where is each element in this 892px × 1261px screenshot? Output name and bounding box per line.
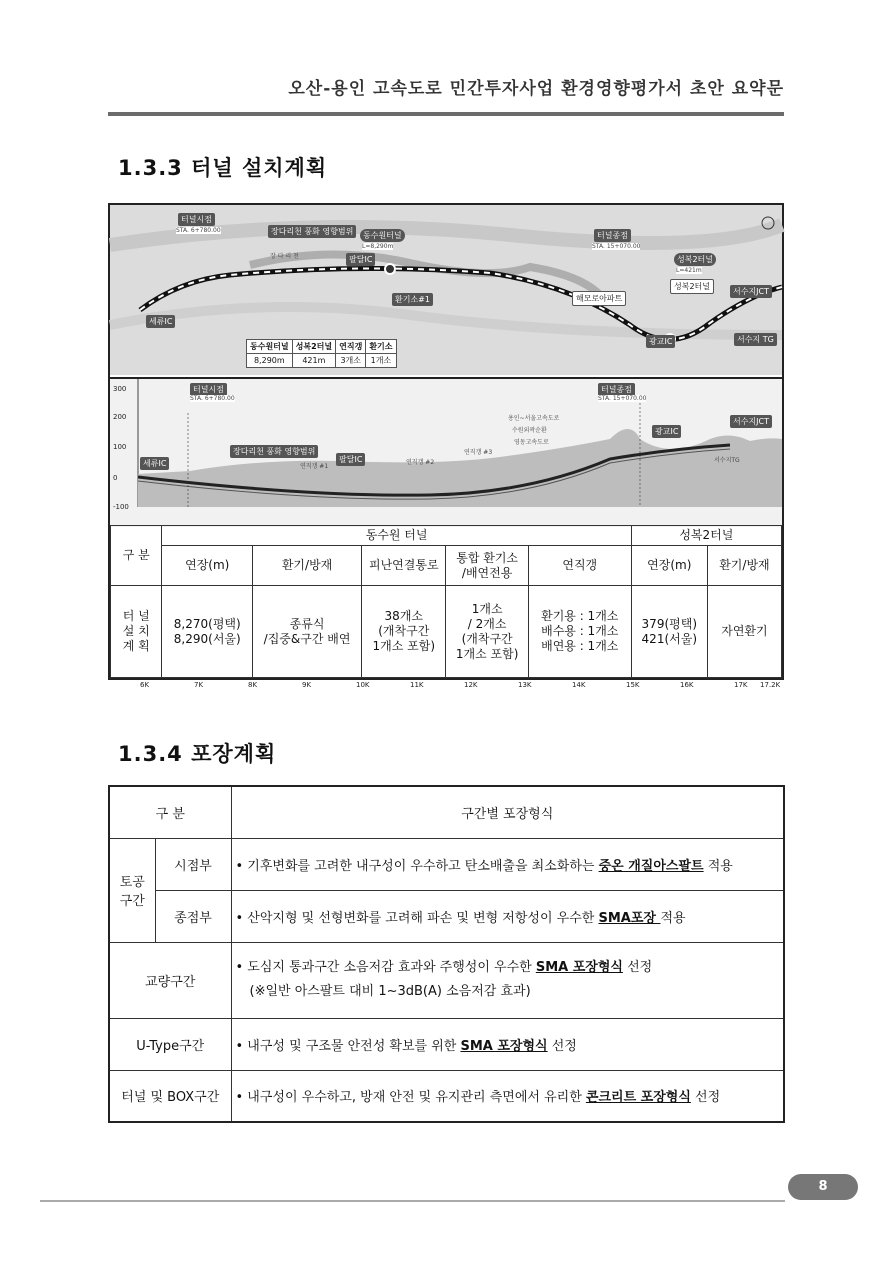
legend-value: 421m [292, 354, 335, 368]
table2-header-category: 구 분 [109, 786, 231, 838]
table1-cell: 종류식 /집중&구간 배연 [253, 586, 362, 678]
table1-col-header: 연직갱 [528, 546, 631, 586]
profile-shaft1-label: 연직갱 #1 [300, 463, 329, 470]
table2-row-label: 교량구간 [109, 942, 231, 1018]
row-note: (※일반 아스팔트 대비 1~3dB(A) 소음저감 효과) [249, 984, 531, 999]
profile-start-sta: STA. 6+780.00 [190, 395, 235, 402]
row-emphasis: 콘크리트 포장형식 [585, 1090, 691, 1106]
legend-header: 환기소 [366, 340, 396, 354]
table1-col-header: 피난연결통로 [362, 546, 446, 586]
table2-row-label: U-Type구간 [109, 1018, 231, 1070]
table2-row-content [231, 942, 784, 1018]
map-tunnel1-length: L=8,290m [362, 243, 394, 250]
map-tunnel1-label: 동수원터널 [360, 229, 405, 242]
map-tg-label: 서수지 TG [734, 333, 777, 346]
profile-ic1-label: 세류IC [140, 457, 169, 470]
legend-header: 성복2터널 [292, 340, 335, 354]
profile-x-tick: 10K [356, 681, 370, 689]
profile-ic3-label: 광교IC [652, 425, 681, 438]
profile-road2-label: 수원외곽순환 [512, 427, 547, 434]
row-emphasis: 중온 개질아스팔트 [598, 858, 704, 874]
row-text: • 기후변화를 고려한 내구성이 우수하고 탄소배출을 최소화하는 [235, 858, 599, 874]
tunnel-plan-table [110, 525, 782, 678]
profile-start-label: 터널시점 [190, 383, 227, 396]
row-text: • 산악지형 및 선형변화를 고려해 파손 및 변형 저항성이 우수한 [235, 910, 599, 926]
map-start-label: 터널시점 [178, 213, 215, 226]
table1-cell: 자연환기 [707, 586, 781, 678]
row-text: • 도심지 통과구간 소음저감 효과와 주행성이 우수한 [235, 960, 536, 975]
page-number: 8 [788, 1174, 858, 1200]
table1-col-header: 통합 환기소 /배연전용 [446, 546, 528, 586]
map-ic2-label: 팔달IC [346, 253, 375, 266]
table2-row-label: 시점부 [155, 838, 231, 890]
profile-y-tick: 300 [113, 385, 127, 393]
table1-group-seongbok: 성복2터널 [631, 526, 781, 546]
map-legend-table [246, 339, 397, 368]
pavement-plan-table [108, 785, 785, 1123]
row-text: • 내구성이 우수하고, 방재 안전 및 유지관리 측면에서 유리한 [235, 1090, 586, 1106]
map-ic1-label: 세류IC [146, 315, 175, 328]
profile-y-tick: -100 [113, 503, 129, 511]
table2-earthwork-group: 토공 구간 [109, 838, 155, 942]
map-end-sta: STA. 15+070.00 [592, 243, 641, 250]
profile-x-tick: 12K [464, 681, 478, 689]
table2-row-content [231, 1018, 784, 1070]
footer-rule [40, 1200, 785, 1202]
map-tunnel2-caption: 성복2터널 [670, 279, 714, 294]
map-stream-label: 장다리천 풍화 영향범위 [268, 225, 356, 238]
profile-x-tick: 17.2K [760, 681, 781, 689]
profile-y-tick: 0 [113, 474, 118, 482]
map-stream-chars: 장 다 리 천 [270, 253, 299, 260]
profile-x-tick: 16K [680, 681, 694, 689]
map-tunnel2-label: 성복2터널 [674, 253, 716, 266]
row-text-end: 선정 [547, 1038, 577, 1054]
map-jct-label: 서수지JCT [730, 285, 772, 298]
profile-x-tick: 7K [194, 681, 204, 689]
table2-row-label: 종점부 [155, 890, 231, 942]
table1-col-header: 환기/방재 [707, 546, 781, 586]
table1-cell: 38개소 (개착구간 1개소 포함) [362, 586, 446, 678]
map-tunnel2-length: L=421m [676, 267, 702, 274]
row-emphasis: SMA 포장형식 [535, 960, 623, 975]
profile-x-tick: 17K [734, 681, 748, 689]
row-emphasis: SMA 포장형식 [460, 1038, 548, 1054]
table1-col-header: 연장(m) [162, 546, 253, 586]
row-text: • 내구성 및 구조물 안전성 확보를 위한 [235, 1038, 461, 1054]
table2-row-label: 터널 및 BOX구간 [109, 1070, 231, 1122]
table2-header-type: 구간별 포장형식 [231, 786, 784, 838]
map-start-sta: STA. 6+780.00 [176, 227, 221, 234]
profile-shaft2-label: 연직갱 #2 [406, 459, 435, 466]
map-apartment-label: 해모로아파트 [572, 291, 626, 306]
section-title-tunnel: 1.3.3 터널 설치계획 [118, 156, 328, 180]
row-text-end: 선정 [690, 1090, 721, 1106]
legend-header: 동수원터널 [247, 340, 293, 354]
profile-stream-label: 장다리천 풍화 영향범위 [230, 445, 318, 458]
profile-road3-label: 영동고속도로 [514, 439, 549, 446]
row-text-end: 적용 [703, 858, 733, 874]
table1-cell: 1개소 / 2개소 (개착구간 1개소 포함) [446, 586, 528, 678]
table1-col-header: 환기/방재 [253, 546, 362, 586]
profile-x-tick: 14K [572, 681, 586, 689]
table1-col-header: 연장(m) [631, 546, 707, 586]
table2-row-content [231, 890, 784, 942]
profile-tg-label: 서수지TG [714, 457, 740, 464]
profile-x-tick: 11K [410, 681, 424, 689]
row-text-end: 적용 [660, 910, 686, 926]
legend-value: 8,290m [247, 354, 293, 368]
section-title-pavement: 1.3.4 포장계획 [118, 742, 277, 766]
profile-x-tick: 6K [140, 681, 150, 689]
profile-shaft3-label: 연직갱 #3 [464, 449, 493, 456]
table1-row-header: 구 분 [111, 526, 162, 586]
tunnel-figure [108, 203, 784, 689]
profile-end-sta: STA. 15+070.00 [598, 395, 647, 402]
table1-cell: 환기용 : 1개소 배수용 : 1개소 배연용 : 1개소 [528, 586, 631, 678]
profile-y-tick: 100 [113, 443, 127, 451]
map-end-label: 터널종점 [594, 229, 631, 242]
table2-row-content [231, 1070, 784, 1122]
legend-value: 3개소 [336, 354, 366, 368]
profile-road1-label: 용인~서울고속도로 [508, 415, 560, 422]
document-header: 오산-용인 고속도로 민간투자사업 환경영향평가서 초안 요약문 [288, 79, 784, 99]
route-map [110, 205, 782, 375]
table1-row-label: 터 널 설 치 계 획 [111, 586, 162, 678]
map-ic3-label: 광교IC [646, 335, 675, 348]
profile-ic2-label: 팔달IC [336, 453, 365, 466]
legend-header: 연직갱 [336, 340, 366, 354]
profile-x-tick: 9K [302, 681, 312, 689]
profile-x-tick: 13K [518, 681, 532, 689]
table1-cell: 8,270(평택) 8,290(서울) [162, 586, 253, 678]
table1-cell: 379(평택) 421(서울) [631, 586, 707, 678]
row-text-end: 선정 [622, 960, 653, 975]
profile-x-tick: 8K [248, 681, 258, 689]
header-rule [108, 112, 784, 116]
profile-x-tick: 15K [626, 681, 640, 689]
profile-end-label: 터널종점 [598, 383, 635, 396]
legend-value: 1개소 [366, 354, 396, 368]
table1-group-dongsuwon: 동수원 터널 [162, 526, 631, 546]
table2-row-content [231, 838, 784, 890]
row-emphasis: SMA포장 [598, 910, 661, 926]
map-vent-label: 환기소#1 [392, 293, 433, 306]
profile-jct-label: 서수지JCT [730, 415, 772, 428]
profile-y-tick: 200 [113, 413, 127, 421]
